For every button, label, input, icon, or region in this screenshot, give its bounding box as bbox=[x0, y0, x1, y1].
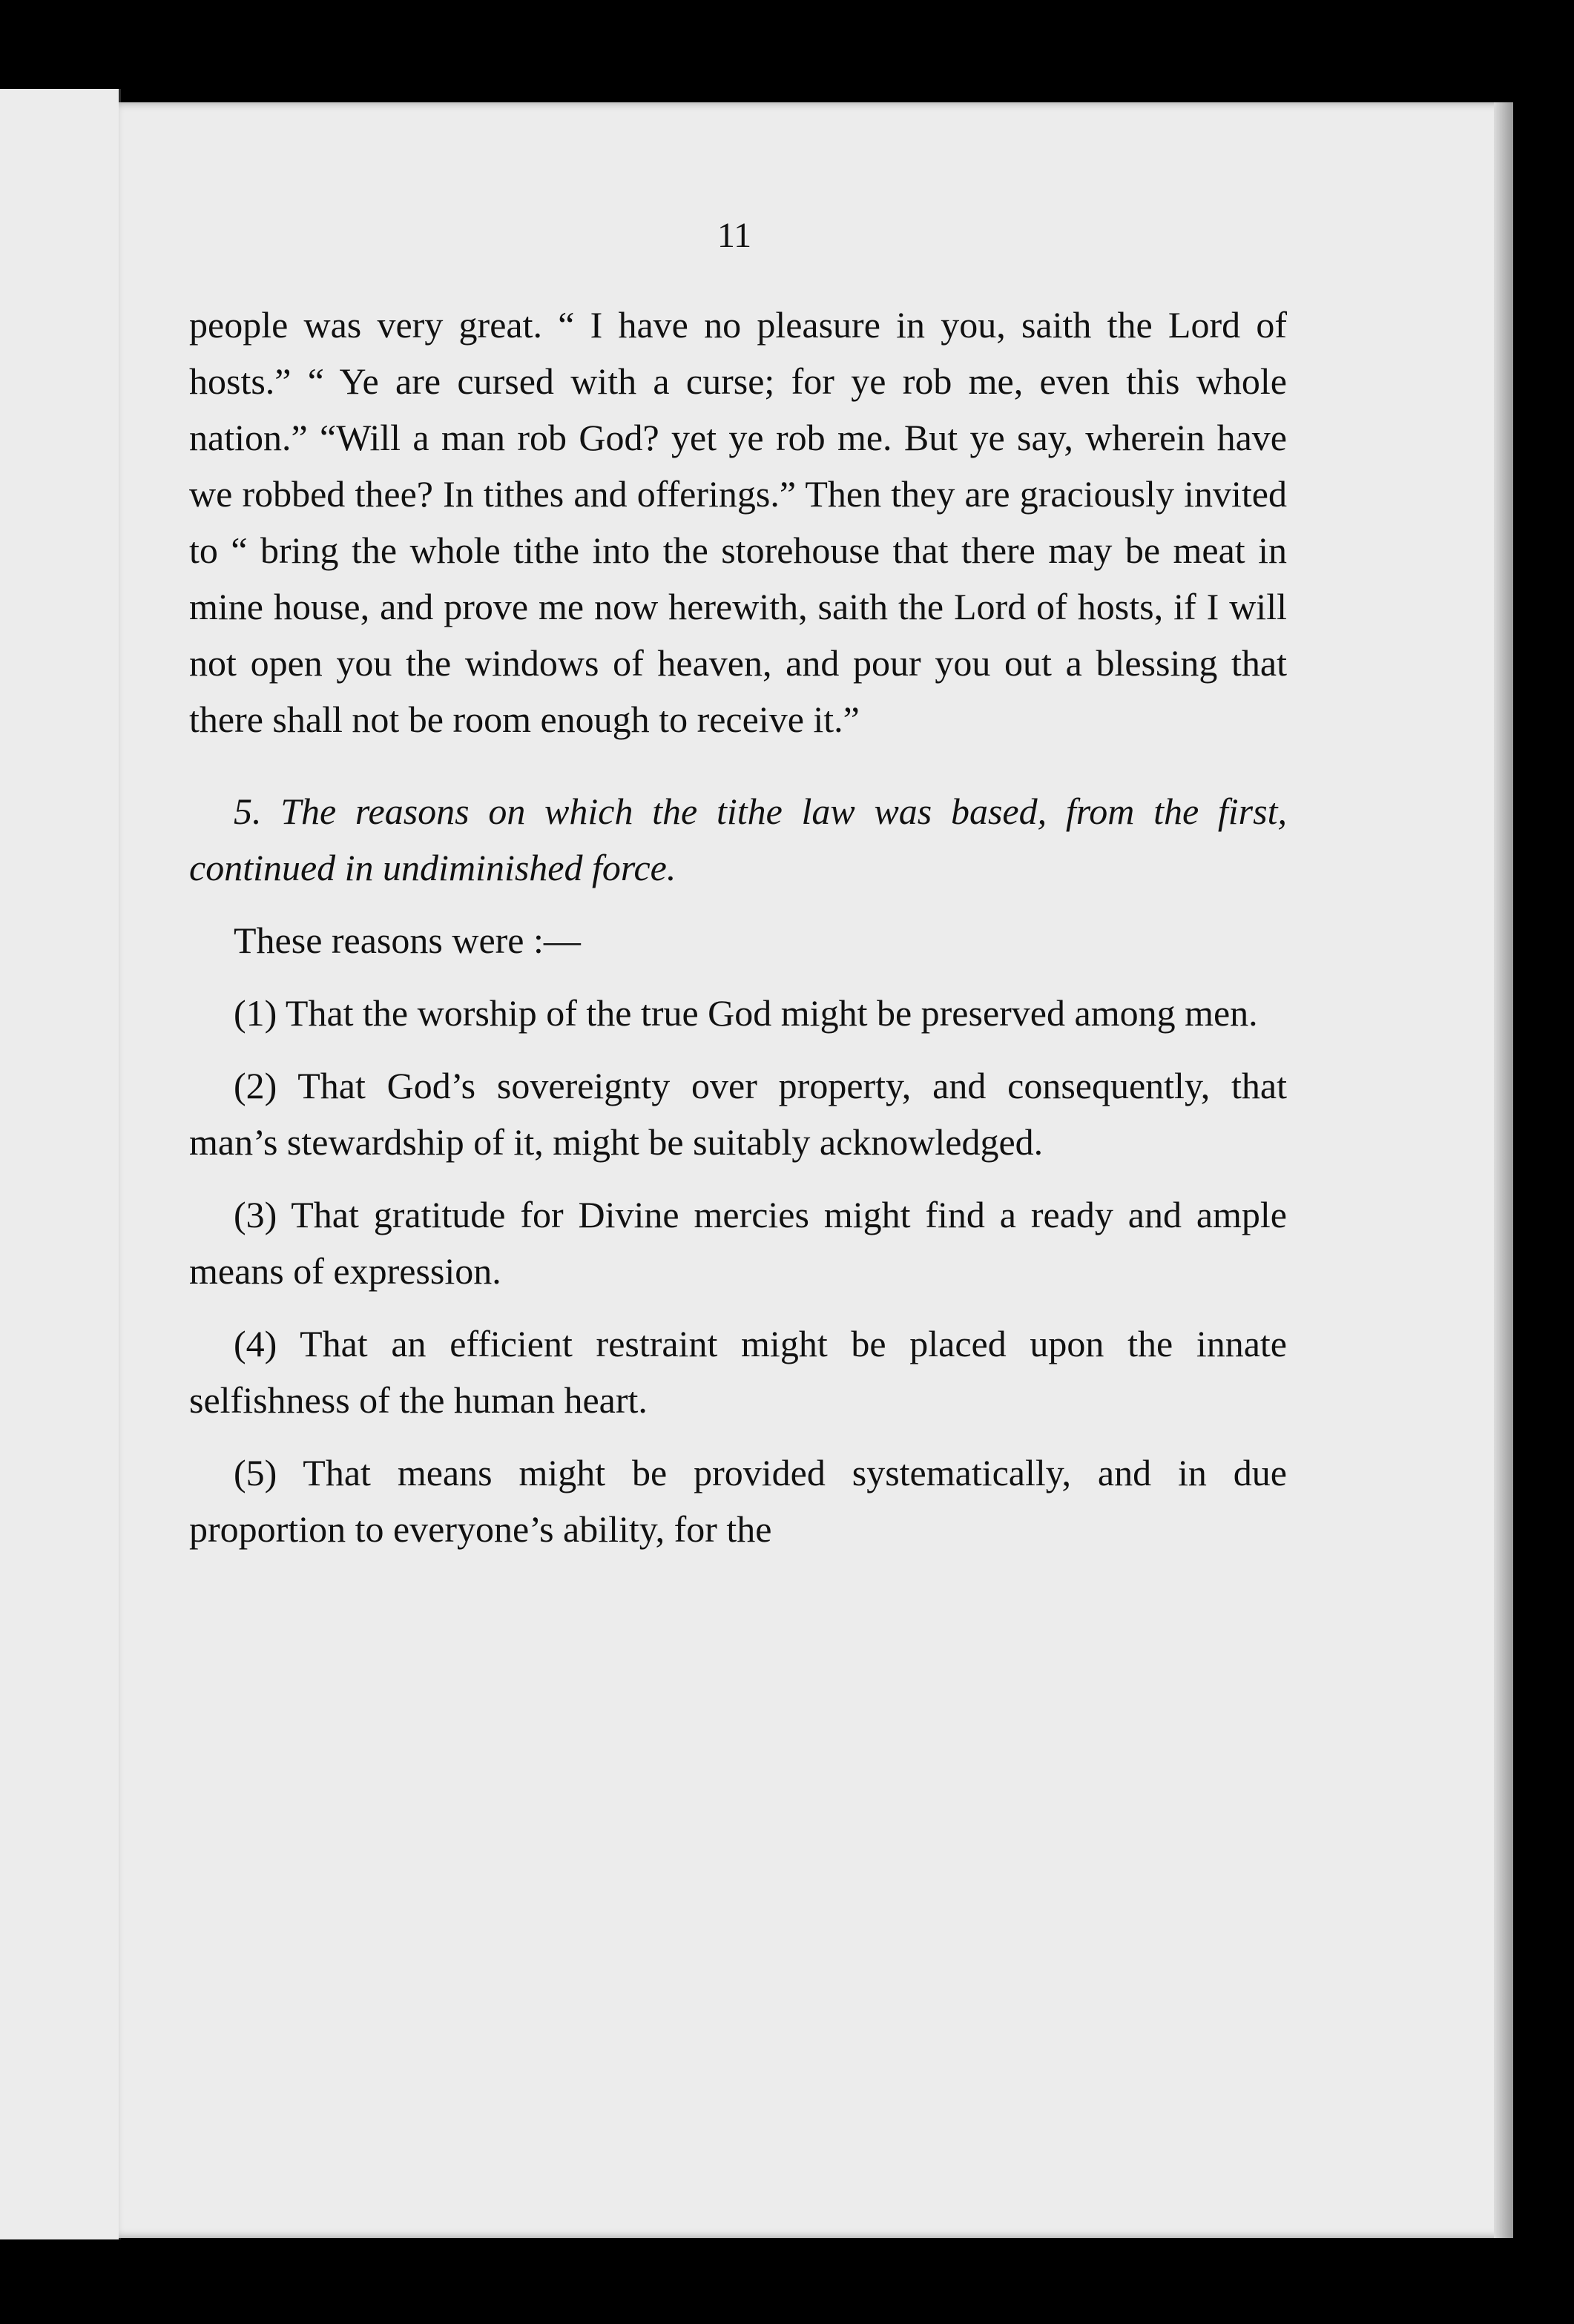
list-item-5: (5) That means might be provided systematically, and in due proportion to everyone’s ability, for the bbox=[189, 1452, 1287, 1550]
page-body bbox=[189, 297, 1287, 1574]
list-item-3: (3) That gratitude for Divine mercies might find a ready and ample means of expression. bbox=[189, 1194, 1287, 1292]
paragraph-scripture-quote: people was very great. “ I have no pleasure in you, saith the Lord of hosts.” “ Ye are cursed with a curse; for ye rob me, even this whole nation.” “Will a man rob God? yet ye rob me. But ye say, wherein have we robbed thee? In tithes and offerings.” Then they are graciously invited to “ bring the whole tithe into the storehouse that there may be meat in mine house, and prove me now herewith, saith the Lord of hosts, if I will not open you the windows of heaven, and pour you out a blessing that there shall not be room enough to receive it.” bbox=[189, 304, 1287, 740]
list-item-2: (2) That God’s sovereignty over property, and consequently, that man’s stewardship of it, might be suitably acknowledged. bbox=[189, 1065, 1287, 1163]
facing-page-edge bbox=[0, 89, 121, 2239]
page-edge-shadow bbox=[1494, 102, 1513, 2238]
page-number: 11 bbox=[717, 216, 752, 255]
list-item-4: (4) That an efficient restraint might be placed upon the innate selfishness of the human heart. bbox=[189, 1323, 1287, 1421]
section-heading: 5. The reasons on which the tithe law was based, from the first, continued in undiminished force. bbox=[189, 790, 1287, 888]
list-intro: These reasons were :— bbox=[234, 920, 581, 961]
list-item-1: (1) That the worship of the true God might be preserved among men. bbox=[234, 992, 1258, 1034]
